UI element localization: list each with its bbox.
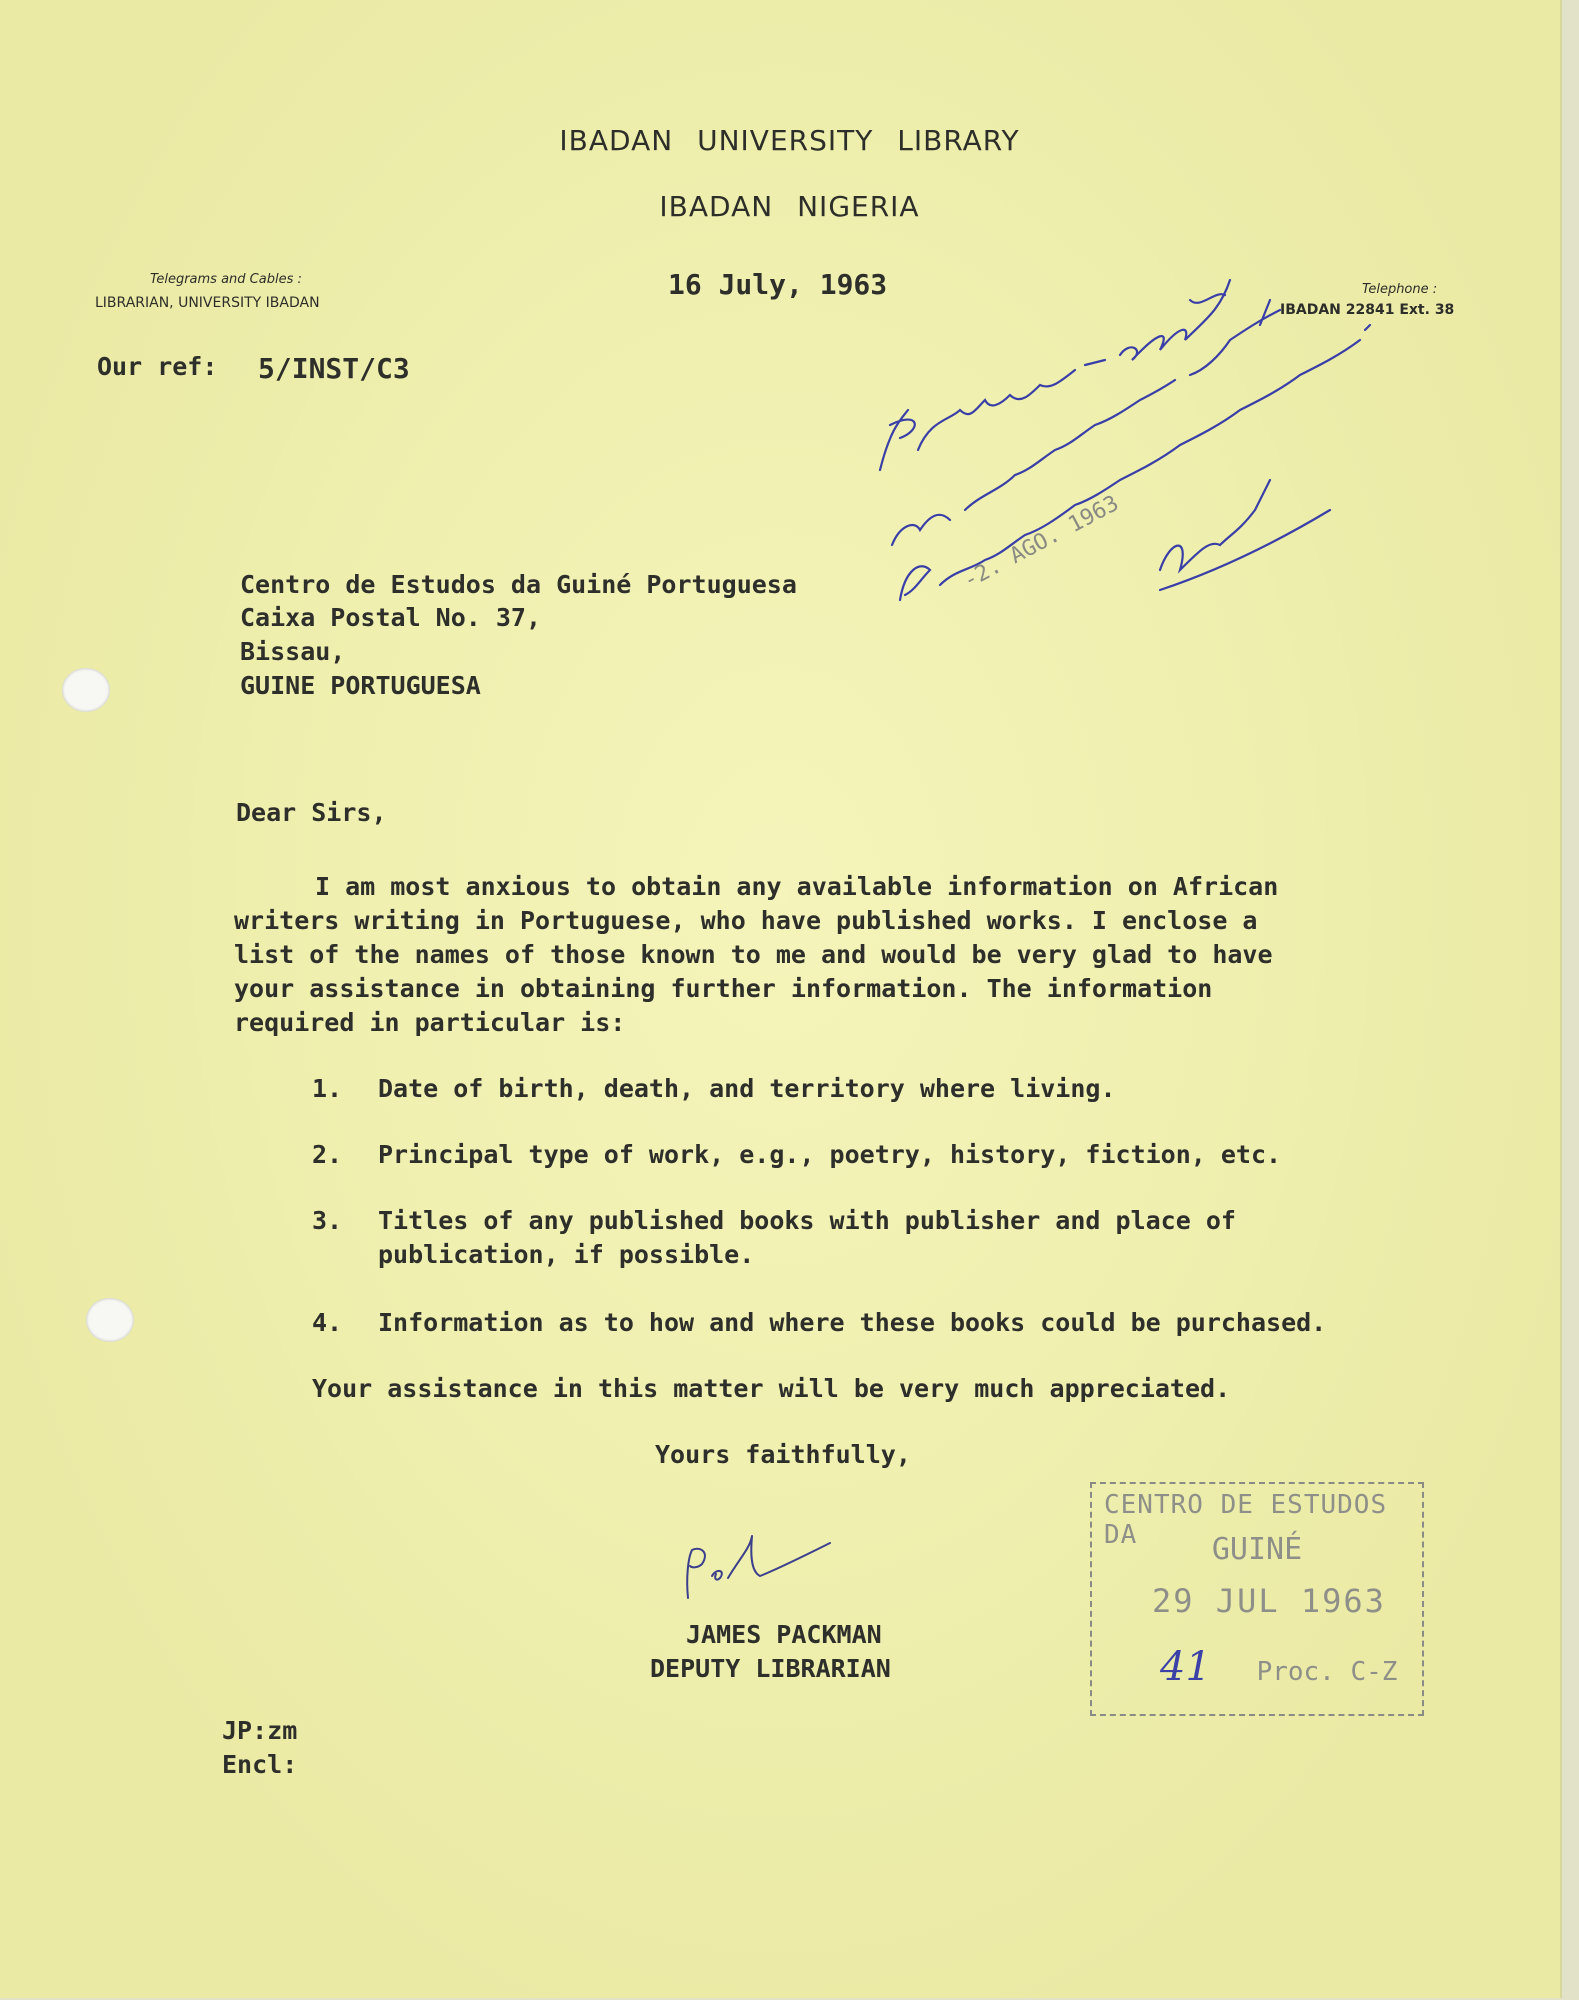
- body-line: writers writing in Portuguese, who have published works. I enclose a: [234, 906, 1258, 935]
- reference-label: Our ref:: [97, 352, 218, 381]
- punch-hole-top: [62, 668, 110, 712]
- signature: [680, 1528, 850, 1608]
- stamp-region: GUINÉ: [1211, 1532, 1303, 1567]
- received-date-stamp: -2. AGO. 1963: [959, 491, 1123, 594]
- handwritten-annotation: [860, 270, 1400, 630]
- telephone-label: Telephone :: [1362, 282, 1438, 297]
- signatory-title: DEPUTY LIBRARIAN: [650, 1654, 891, 1683]
- list-item-number: 4.: [312, 1308, 343, 1337]
- address-line: Centro de Estudos da Guiné Portuguesa: [240, 570, 797, 599]
- list-item-text: publication, if possible.: [378, 1240, 755, 1269]
- stamp-number: 41: [1160, 1644, 1211, 1690]
- list-item-number: 2.: [312, 1140, 343, 1169]
- body-line: list of the names of those known to me and would be very glad to have: [234, 940, 1273, 969]
- telegrams-value: LIBRARIAN, UNIVERSITY IBADAN: [95, 295, 320, 311]
- list-item-number: 3.: [312, 1206, 343, 1235]
- list-item-text: Principal type of work, e.g., poetry, history, fiction, etc.: [378, 1140, 1282, 1169]
- telephone-value: IBADAN 22841 Ext. 38: [1280, 302, 1455, 318]
- letter-date: 16 July, 1963: [668, 268, 888, 301]
- address-line: GUINE PORTUGUESA: [240, 671, 481, 700]
- typist-initials: JP:zm: [222, 1716, 298, 1745]
- stamp-date: 29 JUL 1963: [1152, 1582, 1386, 1620]
- signatory-name: JAMES PACKMAN: [686, 1620, 882, 1649]
- list-item-text: Date of birth, death, and territory where living.: [378, 1074, 1116, 1103]
- list-item-text: Titles of any published books with publisher and place of: [378, 1206, 1236, 1235]
- stamp-proc: Proc. C-Z: [1256, 1657, 1398, 1687]
- list-item-number: 1.: [312, 1074, 343, 1103]
- body-line: required in particular is:: [234, 1008, 626, 1037]
- punch-hole-bottom: [86, 1298, 134, 1342]
- body-line: I am most anxious to obtain any available information on African: [315, 872, 1279, 901]
- stamp-institution: CENTRO DE ESTUDOS DA: [1104, 1490, 1388, 1550]
- closing-sentence: Your assistance in this matter will be very much appreciated.: [312, 1374, 1231, 1403]
- address-line: Caixa Postal No. 37,: [240, 603, 542, 632]
- letterhead-institution: IBADAN UNIVERSITY LIBRARY: [559, 124, 1020, 157]
- telegrams-label: Telegrams and Cables :: [150, 272, 302, 287]
- closing: Yours faithfully,: [655, 1440, 911, 1469]
- enclosure-note: Encl:: [222, 1750, 298, 1779]
- reference-value: 5/INST/C3: [258, 352, 410, 385]
- stamp-number-line: [1100, 1644, 1397, 1690]
- address-line: Bissau,: [240, 637, 346, 666]
- list-item-text: Information as to how and where these books could be purchased.: [378, 1308, 1327, 1337]
- salutation: Dear Sirs,: [236, 798, 387, 827]
- receipt-stamp: [1090, 1482, 1424, 1716]
- body-line: your assistance in obtaining further information. The information: [234, 974, 1213, 1003]
- letterhead-location: IBADAN NIGERIA: [659, 190, 920, 223]
